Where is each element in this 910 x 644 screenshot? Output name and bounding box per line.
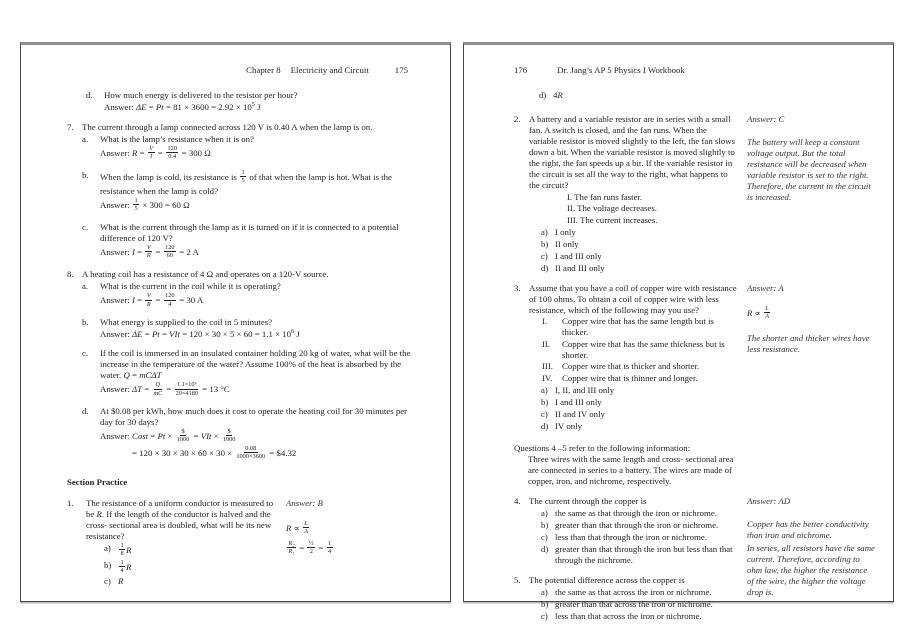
question-text: A heating coil has a resistance of 4 Ω and operates on a 120-V source. bbox=[82, 269, 329, 280]
question-number: 2. bbox=[514, 114, 521, 124]
margin-notes bbox=[747, 283, 875, 432]
item-8b bbox=[82, 317, 420, 340]
margin-explanation: The shorter and thicker wires have less resistance. bbox=[747, 333, 870, 355]
page-175 bbox=[20, 42, 451, 602]
item-8c bbox=[82, 348, 420, 398]
item-question: How much energy is delivered to the resistor per hour? bbox=[104, 90, 298, 100]
option-a bbox=[541, 587, 737, 598]
option-d bbox=[541, 544, 737, 566]
roman-text: Copper wire that is thinner and longer. bbox=[562, 372, 698, 383]
roman-item: III. The current increases. bbox=[567, 214, 658, 225]
answer-formula: Answer: I = $\frac{V}{R}$ = $\frac{120}{4}$ = 30 A bbox=[100, 292, 204, 308]
roman-text: Copper wire that has the same length but is thicker. bbox=[562, 316, 714, 337]
question-number: 8. bbox=[67, 269, 74, 280]
option-label: b) bbox=[104, 559, 112, 570]
question-number: 4. bbox=[514, 496, 521, 506]
question-number: 7. bbox=[67, 122, 74, 132]
option-text: greater than that through the iron but less than that through the nichrome. bbox=[555, 544, 733, 565]
roman-label: II. bbox=[542, 338, 551, 349]
option-text: II and IV only bbox=[555, 408, 605, 419]
option-text: I and III only bbox=[555, 250, 602, 261]
option-b bbox=[541, 397, 737, 408]
book-title: Dr. Jang’s AP 5 Physics I Workbook bbox=[557, 65, 685, 75]
page-number: 175 bbox=[394, 65, 408, 75]
chapter-title: Electricity and Circuit bbox=[290, 65, 369, 75]
roman-text: Copper wire that has the same thickness but is shorter. bbox=[562, 338, 725, 360]
option-text: R bbox=[118, 576, 124, 587]
option-label: a) bbox=[541, 508, 548, 518]
option-label: b) bbox=[541, 238, 549, 249]
item-8d bbox=[82, 406, 420, 462]
option-text: greater than that across the iron or nichrome. bbox=[555, 599, 713, 609]
margin-notes bbox=[747, 496, 875, 622]
margin-explanation: In series, all resistors have the same current. Therefore, according to ohm law, the higher the resistance of the wire, the higher the voltage drop is. bbox=[747, 543, 875, 597]
question-text: A battery and a variable resistor are in series with a small fan. A switch is closed, and the fan runs. When the variable resistor is moved slightly to the left, the fan slows down a bit. When the variable resistor is moved slightly to the right, the fan speeds up a bit. If the variable resistor in the circuit is set all the way to the right, what happens to the circuit? bbox=[529, 114, 735, 190]
item-7b bbox=[82, 170, 420, 214]
page-176 bbox=[463, 42, 894, 621]
option-text: I only bbox=[555, 226, 576, 237]
option-label: b) bbox=[541, 520, 549, 530]
item-7a bbox=[82, 134, 420, 162]
roman-item bbox=[542, 373, 737, 384]
roman-item: I. The fan runs faster. bbox=[567, 191, 643, 202]
item-label: b. bbox=[82, 317, 89, 328]
roman-item bbox=[542, 361, 737, 372]
item-question: At $0.08 per kWh, how much does it cost to operate the heating coil for 30 minutes per day for 30 days? bbox=[100, 406, 408, 428]
margin-formula: R ∝ $\frac{L}{A}$ bbox=[286, 519, 308, 536]
page-header bbox=[67, 65, 408, 76]
margin-explanation: Copper has the better conductivity than iron and nichrome. bbox=[747, 519, 869, 540]
option-text: II and III only bbox=[555, 262, 605, 273]
chapter-label: Chapter 8 bbox=[246, 65, 281, 75]
option-label: a) bbox=[541, 384, 548, 395]
question-number: 5. bbox=[514, 575, 521, 585]
item-question: When the lamp is cold, its resistance is $\frac{1}{5}$ of that when the lamp is hot. What is the resistance when the lamp is cold? bbox=[100, 168, 392, 196]
option-label: c) bbox=[541, 250, 548, 261]
item-label: d. bbox=[82, 406, 89, 417]
info-title: Questions 4 –5 refer to the following information: bbox=[514, 442, 691, 453]
option-c bbox=[541, 409, 737, 420]
option-label: a) bbox=[541, 226, 548, 237]
page-number: 176 bbox=[514, 65, 528, 75]
question-text: The current through a lamp connected across 120 V is 0.40 A when the lamp is on. bbox=[82, 122, 373, 132]
questions-4-5-info bbox=[514, 443, 875, 488]
two-page-spread bbox=[20, 42, 894, 621]
item-question: What energy is supplied to the coil in 5 minutes? bbox=[100, 317, 273, 328]
info-text: Three wires with the same length and cross- sectional area are connected in series to a battery. The wires are made of copper, iron, and nichrome, respectively. bbox=[528, 454, 734, 486]
option-a bbox=[541, 508, 737, 519]
item-label: a. bbox=[82, 134, 89, 144]
answer-formula: Answer: R = $\frac{V}{I}$ = $\frac{120}{0.4}$ = 300 Ω bbox=[100, 145, 211, 161]
roman-item: II. The voltage decreases. bbox=[567, 203, 657, 213]
option-label: c) bbox=[541, 611, 548, 621]
roman-item bbox=[542, 339, 737, 361]
item-label: b. bbox=[82, 169, 89, 180]
option-c bbox=[541, 251, 737, 262]
option-label: b) bbox=[541, 396, 549, 407]
item-label: d. bbox=[86, 90, 93, 100]
option-c bbox=[104, 576, 276, 587]
question-4 bbox=[514, 496, 737, 566]
margin-notes bbox=[747, 114, 875, 274]
answer-formula: Answer: ΔT = $\frac{Q}{mC}$ = $\frac{\text{1.1×10⁶}}{20\times 4180}$ = 13 °C bbox=[100, 381, 230, 397]
questions-4-5-group bbox=[514, 496, 875, 622]
item-label: a. bbox=[82, 281, 89, 292]
option-b bbox=[541, 239, 737, 250]
question-7 bbox=[67, 122, 420, 260]
question-5 bbox=[514, 575, 737, 622]
question-text: The potential difference across the copper is bbox=[529, 575, 685, 585]
option-b bbox=[104, 560, 276, 576]
option-text: less than that through the iron or nichrome. bbox=[555, 532, 707, 542]
option-d bbox=[541, 421, 737, 432]
roman-label: III. bbox=[542, 361, 553, 371]
answer-formula: Answer: I = $\frac{V}{R}$ = $\frac{120}{60}$ = 2 A bbox=[100, 243, 199, 259]
margin-answer: Answer: C bbox=[747, 114, 785, 124]
option-label: a) bbox=[541, 587, 548, 597]
item-question: If the coil is immersed in an insulated container holding 20 kg of water, what will be the increase in the temperature of the water? Assume 100% of the heat is absorbed by the water. Q = mCΔT bbox=[100, 348, 411, 381]
option-label: a) bbox=[104, 542, 111, 553]
question-number: 1. bbox=[67, 497, 74, 508]
answer-formula-continued: = 120 × 30 × 30 × 60 × 30 × $\frac{0.08}{1000\times 3600}$ = $4.32 bbox=[132, 444, 297, 461]
option-label: d) bbox=[541, 420, 549, 431]
option-b bbox=[541, 520, 737, 531]
option-text: II only bbox=[555, 238, 579, 249]
option-a bbox=[541, 385, 737, 396]
option-a bbox=[104, 543, 276, 559]
option-d bbox=[541, 263, 737, 274]
practice-question-1 bbox=[67, 498, 420, 588]
option-label: d) bbox=[539, 90, 547, 100]
margin-explanation: The battery will keep a constant voltage output. But the total resistance will be decreased when variable resistor is set to the right. Therefore, the current in the circuit is increased. bbox=[747, 137, 871, 202]
option-text: $\frac{1}{8}$ R bbox=[120, 541, 132, 558]
answer-formula: Answer: $\frac{1}{5}$ × 300 = 60 Ω bbox=[100, 196, 190, 213]
margin-answer: Answer: B bbox=[286, 497, 323, 508]
roman-label: I. bbox=[542, 316, 548, 326]
option-label: c) bbox=[104, 576, 111, 587]
item-7c bbox=[82, 222, 420, 261]
option-text: the same as that through the iron or nichrome. bbox=[555, 508, 717, 518]
option-text: the same as that across the iron or nichrome. bbox=[555, 587, 712, 597]
option-text: 4R bbox=[553, 90, 563, 100]
option-label: c) bbox=[541, 532, 548, 542]
option-label: c) bbox=[541, 408, 548, 419]
answer-formula: Answer: $\Delta E = Pt = 81 \times 3600 = 2.92 \times 10^5$ J bbox=[104, 101, 261, 112]
option-a bbox=[541, 227, 737, 238]
option-text: IV only bbox=[555, 420, 582, 431]
continued-option-d bbox=[539, 90, 875, 101]
roman-text: Copper wire that is thicker and shorter. bbox=[562, 361, 700, 371]
roman-item bbox=[542, 316, 737, 338]
item-question: What is the current through the lamp as it is turned on if it is connected to a potential difference of 120 V? bbox=[100, 221, 399, 243]
section-practice-heading: Section Practice bbox=[67, 476, 128, 487]
option-label: d) bbox=[541, 544, 549, 554]
answer-formula: Answer: ΔE = Pt = VIt = $120 \times 30 \times 5 \times 60 = 1.1 \times 10^6$ J bbox=[100, 328, 300, 340]
question-3 bbox=[514, 283, 875, 432]
option-text: I and III only bbox=[555, 396, 602, 407]
item-question: What is the lamp’s resistance when it is on? bbox=[100, 134, 254, 144]
item-8a bbox=[82, 281, 420, 309]
option-c bbox=[541, 611, 737, 622]
answer-formula: Answer: Cost = Pt × $\frac{\$}{1000}$ = VIt × $\frac{\$}{1000}$ bbox=[100, 428, 236, 444]
question-8 bbox=[67, 269, 420, 461]
margin-answer: Answer: A bbox=[747, 282, 784, 293]
option-text: I, II, and III only bbox=[555, 384, 615, 395]
margin-notes bbox=[284, 498, 420, 588]
page-header bbox=[514, 65, 875, 76]
option-c bbox=[541, 532, 737, 543]
option-text: $\frac{1}{4}$ R bbox=[120, 558, 132, 575]
item-label: c. bbox=[82, 221, 89, 232]
option-text: greater than that through the iron or nichrome. bbox=[555, 520, 719, 530]
option-b bbox=[541, 599, 737, 610]
option-label: d) bbox=[541, 262, 549, 273]
option-text: less than that across the iron or nichrome. bbox=[555, 611, 702, 621]
item-question: What is the current in the coil while it is operating? bbox=[100, 281, 281, 292]
margin-formula: R ∝ $\frac{L}{A}$ bbox=[747, 304, 769, 320]
option-label: b) bbox=[541, 599, 549, 609]
margin-formula: $\frac{\text{R₂}}{\text{R₁}}$ = $\frac{\text{½}}{2}$ = $\frac{1}{4}$ bbox=[288, 539, 332, 556]
question-text: Assume that you have a coil of copper wire with resistance of 100 ohms. To obtain a coil of copper wire with less resistance, which of the following may you use? bbox=[529, 282, 737, 315]
question-2 bbox=[514, 114, 875, 274]
question-text: The resistance of a uniform conductor is measured to be R. If the length of the conductor is halved and the cross- sectional area is doubled, what will be its new resistance? bbox=[86, 497, 274, 541]
item-label: c. bbox=[82, 348, 89, 359]
roman-label: IV. bbox=[542, 372, 553, 383]
question-number: 3. bbox=[514, 282, 521, 293]
margin-answer: Answer: AD bbox=[747, 496, 791, 506]
question-text: The current through the copper is bbox=[529, 496, 647, 506]
item-6d bbox=[86, 90, 420, 113]
